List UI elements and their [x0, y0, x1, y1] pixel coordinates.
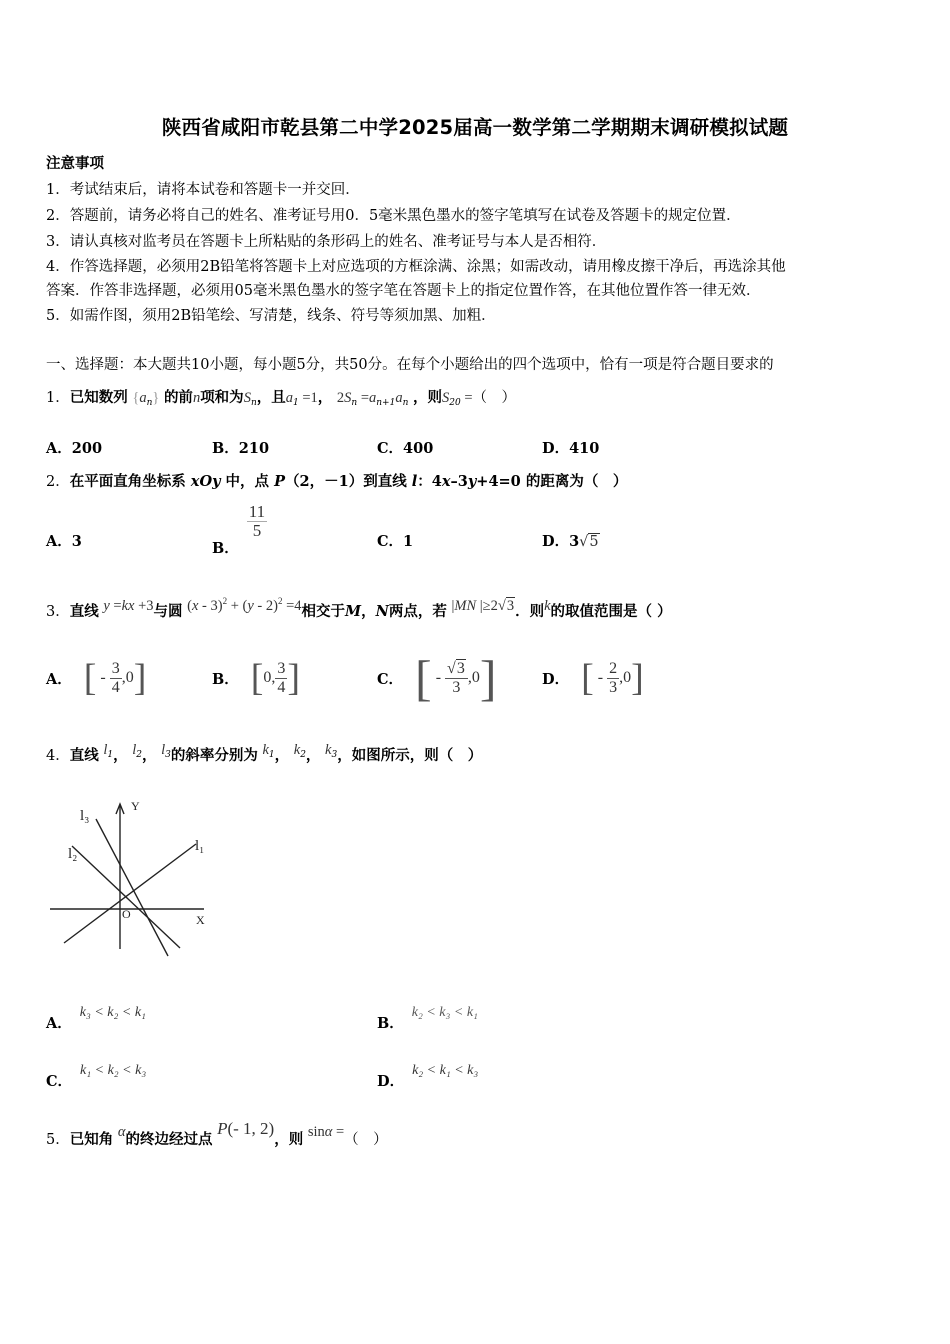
line-l3 [96, 819, 168, 956]
question-3: 3．直线 y =kx +3与圆 (x - 3)$^2$ + (y - 2)$^2$ =4相交于M，N两点，若 |MN |≥2√3．则k的取值范围是（ ） [46, 596, 672, 620]
question-1: 1．已知数列 $\{a_n\}$ 的前n项和为$S_n$，且$a_1 =1$， $2S_n =a_{n+1}a_n$ ，则$S_{20}$ =（ ） [46, 389, 516, 408]
question-number: 4． [46, 748, 70, 764]
line-l2 [72, 846, 180, 948]
option-a[interactable]: A．200 [46, 440, 103, 457]
notice-heading: 注意事项 [46, 156, 104, 172]
question-4: 4．直线 $l^1$， $l^2$， $l^3$的斜率分别为 $k^1$， $k^2$， $k^3$，如图所示，则（ ） [46, 742, 483, 764]
question-number: 3． [46, 604, 70, 620]
option-a[interactable]: A． [ - $\frac{3}{4}$ ,0 ] [46, 657, 147, 699]
option-d[interactable]: D．410 [542, 440, 600, 457]
option-c[interactable]: C．400 [377, 440, 434, 457]
label-x: X [196, 913, 205, 927]
option-b[interactable]: B． [ 0, $\frac{3}{4}$ ] [212, 657, 301, 699]
label-l3: l₃ [80, 808, 90, 824]
notice-item: 答案．作答非选择题，必须用05毫米黑色墨水的签字笔在答题卡上的指定位置作答，在其他位置作答一律无效． [46, 283, 761, 299]
question-number: 5． [46, 1132, 70, 1148]
question-number: 1． [46, 390, 70, 406]
notice-item: 2．答题前，请务必将自己的姓名、准考证号用0．5毫米黑色墨水的签字笔填写在试卷及答题卡的规定位置． [46, 208, 741, 224]
label-o: O [122, 907, 131, 921]
option-b[interactable]: B． $\frac{11}{5}$ [212, 502, 266, 557]
notice-item: 1．考试结束后，请将本试卷和答题卡一并交回． [46, 182, 360, 198]
option-a[interactable]: A．k₃ < k₂ < k₁ [46, 1005, 146, 1032]
option-c[interactable]: C．1 [377, 533, 414, 550]
question-number: 2． [46, 474, 70, 490]
page-title: 陕西省咸阳市乾县第二中学2025届高一数学第二学期期末调研模拟试题 [161, 116, 789, 139]
notice-item: 4．作答选择题，必须用2B铅笔将答题卡上对应选项的方框涂满、涂黑；如需改动，请用橡皮擦干净后，再选涂其他 [46, 259, 786, 275]
label-y: Y [131, 799, 140, 813]
label-l2: l₂ [68, 846, 78, 862]
option-d[interactable]: D．k₂ < k₁ < k₃ [377, 1063, 479, 1090]
line-l1 [64, 844, 196, 943]
section-heading: 一、选择题：本大题共10小题，每小题5分，共50分。在每个小题给出的四个选项中，恰有一项是符合题目要求的 [46, 357, 774, 373]
notice-item: 3．请认真核对监考员在答题卡上所粘贴的条形码上的姓名、准考证号与本人是否相符． [46, 234, 607, 250]
option-d[interactable]: D．3√5 [542, 533, 599, 550]
question-5: 5．已知角 α的终边经过点 P(- 1, 2)，则 sinα =（ ） [46, 1119, 388, 1148]
option-b[interactable]: B．210 [212, 440, 270, 457]
notice-item: 5．如需作图，须用2B铅笔绘、写清楚，线条、符号等须加黑、加粗． [46, 308, 496, 324]
option-a[interactable]: A．3 [46, 533, 82, 550]
option-c[interactable]: C．k₁ < k₂ < k₃ [46, 1063, 147, 1090]
question-2: 2．在平面直角坐标系 xOy 中，点 P（2，－1）到直线 l：4x–3y+4=0 的距离为（ ） [46, 473, 628, 490]
label-l1: l₁ [195, 838, 205, 854]
line-diagram [44, 796, 224, 961]
option-b[interactable]: B．k₂ < k₃ < k₁ [377, 1005, 478, 1032]
option-c[interactable]: C． [ - $\frac{√3}{3}$ ,0 ] [377, 650, 497, 706]
option-d[interactable]: D． [ - $\frac{2}{3}$ ,0 ] [542, 657, 644, 699]
